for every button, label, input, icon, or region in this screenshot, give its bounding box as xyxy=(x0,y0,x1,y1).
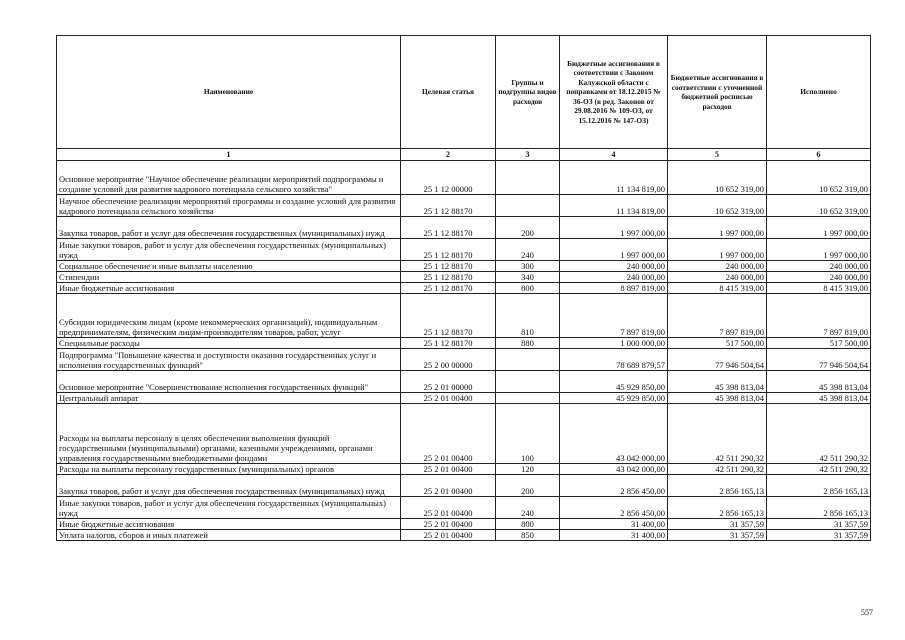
row-law-amount-cell: 240 000,00 xyxy=(560,272,668,283)
column-number: 4 xyxy=(560,149,668,161)
budget-table xyxy=(56,35,871,541)
row-refined-amount-cell: 31 357,59 xyxy=(668,530,767,541)
row-refined-amount-cell: 240 000,00 xyxy=(668,272,767,283)
table-body xyxy=(57,161,871,541)
row-name-cell: Основное мероприятие "Научное обеспечение реализации мероприятий подпрограммы и создание условий для развития кадрового потенциала сельского хозяйства" xyxy=(57,161,401,195)
page-number: 557 xyxy=(861,608,873,617)
column-number: 3 xyxy=(496,149,560,161)
row-executed-amount-cell: 1 997 000,00 xyxy=(767,239,871,261)
row-group-cell: 240 xyxy=(496,239,560,261)
row-group-cell: 300 xyxy=(496,261,560,272)
row-name-cell: Центральный аппарат xyxy=(57,393,401,404)
row-refined-amount-cell: 42 511 290,32 xyxy=(668,404,767,464)
row-law-amount-cell: 45 929 850,00 xyxy=(560,393,668,404)
row-group-cell xyxy=(496,393,560,404)
row-executed-amount-cell: 42 511 290,32 xyxy=(767,404,871,464)
row-law-amount-cell: 2 856 450,00 xyxy=(560,475,668,497)
row-executed-amount-cell: 10 652 319,00 xyxy=(767,195,871,217)
row-group-cell: 340 xyxy=(496,272,560,283)
row-executed-amount-cell: 45 398 813,04 xyxy=(767,371,871,393)
header-refined: Бюджетные ассигнования в соответствии с уточненной бюджетной росписью расходов xyxy=(668,36,767,149)
row-name-cell: Закупка товаров, работ и услуг для обеспечения государственных (муниципальных) нужд xyxy=(57,217,401,239)
row-name-cell: Социальное обеспечение и иные выплаты населению xyxy=(57,261,401,272)
table-row xyxy=(57,371,871,393)
row-executed-amount-cell: 2 856 165,13 xyxy=(767,475,871,497)
row-code-cell: 25 2 01 00400 xyxy=(401,475,496,497)
row-law-amount-cell: 43 042 000,00 xyxy=(560,404,668,464)
row-law-amount-cell: 1 997 000,00 xyxy=(560,239,668,261)
row-refined-amount-cell: 7 897 819,00 xyxy=(668,294,767,338)
row-refined-amount-cell: 31 357,59 xyxy=(668,519,767,530)
table-row xyxy=(57,161,871,195)
table-row xyxy=(57,195,871,217)
row-refined-amount-cell: 240 000,00 xyxy=(668,261,767,272)
row-group-cell: 200 xyxy=(496,475,560,497)
row-code-cell: 25 2 00 00000 xyxy=(401,349,496,371)
column-number: 5 xyxy=(668,149,767,161)
row-code-cell: 25 1 12 88170 xyxy=(401,294,496,338)
row-executed-amount-cell: 77 946 504,64 xyxy=(767,349,871,371)
row-name-cell: Иные бюджетные ассигнования xyxy=(57,519,401,530)
row-group-cell: 100 xyxy=(496,404,560,464)
row-law-amount-cell: 31 400,00 xyxy=(560,519,668,530)
row-executed-amount-cell: 517 500,00 xyxy=(767,338,871,349)
table-row xyxy=(57,530,871,541)
row-name-cell: Уплата налогов, сборов и иных платежей xyxy=(57,530,401,541)
row-refined-amount-cell: 8 415 319,00 xyxy=(668,283,767,294)
row-executed-amount-cell: 45 398 813,04 xyxy=(767,393,871,404)
table-row xyxy=(57,294,871,338)
row-law-amount-cell: 8 897 819,00 xyxy=(560,283,668,294)
row-code-cell: 25 2 01 00000 xyxy=(401,371,496,393)
row-name-cell: Иные закупки товаров, работ и услуг для обеспечения государственных (муниципальных) нужд xyxy=(57,239,401,261)
row-code-cell: 25 2 01 00400 xyxy=(401,404,496,464)
row-executed-amount-cell: 7 897 819,00 xyxy=(767,294,871,338)
row-code-cell: 25 1 12 88170 xyxy=(401,261,496,272)
header-law: Бюджетные ассигнования в соответствии с Законом Калужской области с поправками от 18.12.2015 № 36-ОЗ (в ред. Законов от 29.08.2016 № 109-ОЗ, от 15.12.2016 № 147-ОЗ) xyxy=(560,36,668,149)
table-row xyxy=(57,519,871,530)
row-code-cell: 25 2 01 00400 xyxy=(401,393,496,404)
row-executed-amount-cell: 42 511 290,32 xyxy=(767,464,871,475)
row-law-amount-cell: 240 000,00 xyxy=(560,261,668,272)
row-group-cell: 240 xyxy=(496,497,560,519)
row-group-cell: 850 xyxy=(496,530,560,541)
row-code-cell: 25 1 12 88170 xyxy=(401,283,496,294)
row-name-cell: Научное обеспечение реализации мероприятий программы и создание условий для развития кадрового потенциала сельского хозяйства xyxy=(57,195,401,217)
row-group-cell xyxy=(496,349,560,371)
row-refined-amount-cell: 10 652 319,00 xyxy=(668,161,767,195)
row-name-cell: Подпрограмма "Повышение качества и доступности оказания государственных услуг и исполнения государственных функций" xyxy=(57,349,401,371)
row-law-amount-cell: 45 929 850,00 xyxy=(560,371,668,393)
row-law-amount-cell: 1 000 000,00 xyxy=(560,338,668,349)
row-refined-amount-cell: 517 500,00 xyxy=(668,338,767,349)
row-refined-amount-cell: 77 946 504,64 xyxy=(668,349,767,371)
header-row xyxy=(57,36,871,149)
row-code-cell: 25 1 12 00000 xyxy=(401,161,496,195)
column-number: 6 xyxy=(767,149,871,161)
table-row xyxy=(57,404,871,464)
row-name-cell: Закупка товаров, работ и услуг для обеспечения государственных (муниципальных) нужд xyxy=(57,475,401,497)
row-refined-amount-cell: 10 652 319,00 xyxy=(668,195,767,217)
column-numbers-row xyxy=(57,149,871,161)
row-law-amount-cell: 2 856 450,00 xyxy=(560,497,668,519)
header-groups: Группы и подгруппы видов расходов xyxy=(496,36,560,149)
row-law-amount-cell: 43 042 000,00 xyxy=(560,464,668,475)
table-row xyxy=(57,272,871,283)
row-executed-amount-cell: 240 000,00 xyxy=(767,261,871,272)
row-group-cell xyxy=(496,195,560,217)
header-target: Целевая статья xyxy=(401,36,496,149)
row-group-cell xyxy=(496,161,560,195)
row-refined-amount-cell: 42 511 290,32 xyxy=(668,464,767,475)
row-name-cell: Основное мероприятие "Совершенствование исполнения государственных функций" xyxy=(57,371,401,393)
row-code-cell: 25 1 12 88170 xyxy=(401,239,496,261)
row-code-cell: 25 1 12 88170 xyxy=(401,195,496,217)
row-executed-amount-cell: 240 000,00 xyxy=(767,272,871,283)
column-number: 1 xyxy=(57,149,401,161)
row-code-cell: 25 1 12 88170 xyxy=(401,217,496,239)
row-refined-amount-cell: 1 997 000,00 xyxy=(668,239,767,261)
table-row xyxy=(57,283,871,294)
table-row xyxy=(57,475,871,497)
table-row xyxy=(57,464,871,475)
row-law-amount-cell: 11 134 819,00 xyxy=(560,195,668,217)
row-law-amount-cell: 7 897 819,00 xyxy=(560,294,668,338)
row-refined-amount-cell: 45 398 813,04 xyxy=(668,371,767,393)
row-name-cell: Субсидии юридическим лицам (кроме некоммерческих организаций), индивидуальным предпринимателям, физическим лицам-производителям товаров, работ, услуг xyxy=(57,294,401,338)
row-code-cell: 25 1 12 88170 xyxy=(401,272,496,283)
row-name-cell: Иные закупки товаров, работ и услуг для обеспечения государственных (муниципальных) нужд xyxy=(57,497,401,519)
row-group-cell: 800 xyxy=(496,519,560,530)
row-group-cell: 120 xyxy=(496,464,560,475)
header-executed: Исполнено xyxy=(767,36,871,149)
table-row xyxy=(57,217,871,239)
row-group-cell: 800 xyxy=(496,283,560,294)
row-law-amount-cell: 1 997 000,00 xyxy=(560,217,668,239)
row-executed-amount-cell: 1 997 000,00 xyxy=(767,217,871,239)
row-code-cell: 25 2 01 00400 xyxy=(401,497,496,519)
column-number: 2 xyxy=(401,149,496,161)
row-group-cell: 200 xyxy=(496,217,560,239)
row-name-cell: Иные бюджетные ассигнования xyxy=(57,283,401,294)
row-name-cell: Расходы на выплаты персоналу в целях обеспечения выполнения функций государственными (муниципальными) органами, казенными учреждениями, органами управления государственными внебюджетными фондами xyxy=(57,404,401,464)
row-code-cell: 25 2 01 00400 xyxy=(401,530,496,541)
row-law-amount-cell: 31 400,00 xyxy=(560,530,668,541)
table-row xyxy=(57,239,871,261)
row-code-cell: 25 2 01 00400 xyxy=(401,464,496,475)
table-row xyxy=(57,497,871,519)
row-executed-amount-cell: 31 357,59 xyxy=(767,530,871,541)
row-group-cell: 880 xyxy=(496,338,560,349)
row-executed-amount-cell: 10 652 319,00 xyxy=(767,161,871,195)
row-refined-amount-cell: 1 997 000,00 xyxy=(668,217,767,239)
row-group-cell xyxy=(496,371,560,393)
table-row xyxy=(57,393,871,404)
row-code-cell: 25 2 01 00400 xyxy=(401,519,496,530)
row-name-cell: Стипендии xyxy=(57,272,401,283)
row-name-cell: Специальные расходы xyxy=(57,338,401,349)
row-executed-amount-cell: 8 415 319,00 xyxy=(767,283,871,294)
header-name: Наименование xyxy=(57,36,401,149)
table-row xyxy=(57,349,871,371)
row-law-amount-cell: 11 134 819,00 xyxy=(560,161,668,195)
row-code-cell: 25 1 12 88170 xyxy=(401,338,496,349)
row-refined-amount-cell: 2 856 165,13 xyxy=(668,497,767,519)
table-row xyxy=(57,338,871,349)
row-refined-amount-cell: 2 856 165,13 xyxy=(668,475,767,497)
row-refined-amount-cell: 45 398 813,04 xyxy=(668,393,767,404)
row-name-cell: Расходы на выплаты персоналу государственных (муниципальных) органов xyxy=(57,464,401,475)
row-executed-amount-cell: 2 856 165,13 xyxy=(767,497,871,519)
row-law-amount-cell: 78 689 879,57 xyxy=(560,349,668,371)
table-row xyxy=(57,261,871,272)
row-group-cell: 810 xyxy=(496,294,560,338)
row-executed-amount-cell: 31 357,59 xyxy=(767,519,871,530)
